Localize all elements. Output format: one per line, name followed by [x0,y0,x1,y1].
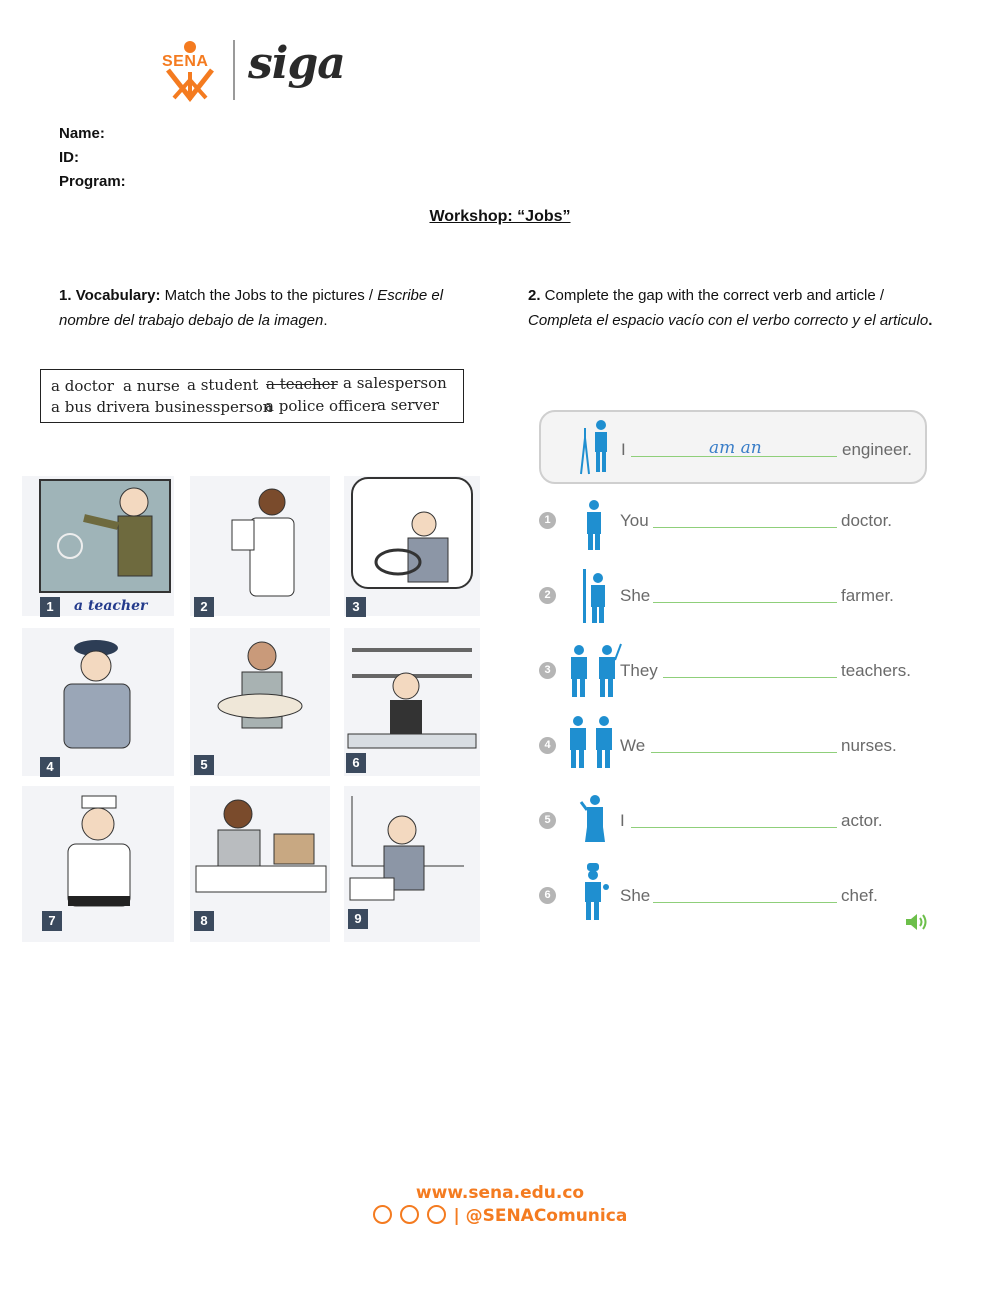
siga-logo: siga [248,38,345,89]
twitter-icon[interactable] [373,1205,392,1224]
sena-logo [160,40,220,102]
social-separator: | [453,1206,460,1226]
item-number: 1 [539,512,556,529]
word-bank-item: a server [377,396,439,414]
engineer-figure-icon [575,418,615,476]
chef-figure-icon [579,863,609,921]
example-answer: a teacher [74,598,148,614]
sena-logo-text: SENA [162,53,209,70]
footer-website[interactable]: www.sena.edu.co [415,1183,585,1203]
picture-number: 1 [40,597,60,617]
item-number: 5 [539,812,556,829]
example-sentence-box [539,410,927,484]
item-end: doctor. [841,511,893,530]
section1-instruction [59,283,479,333]
item-end: actor. [841,811,883,830]
item-subject: I [620,811,625,830]
section2-period: . [928,312,933,329]
picture-number: 2 [194,597,214,617]
program-label: Program: [59,173,126,190]
instagram-icon[interactable] [400,1205,419,1224]
exercise-item [539,575,939,615]
word-bank-item: a student [187,376,259,394]
social-handle[interactable]: @SENAComunica [465,1206,628,1226]
exercise-item [539,875,939,915]
picture-server [190,628,330,776]
section1-heading: Vocabulary: [75,287,161,304]
word-bank-item-struck: a teacher [266,375,338,393]
example-answer-text: am an [709,438,762,458]
exercise-item [539,800,939,840]
word-bank-item: a bus driver [51,398,143,416]
section2-text: Complete the gap with the correct verb and article / [540,287,885,304]
item-end: teachers. [841,661,911,680]
item-number: 4 [539,737,556,754]
teachers-figure-icon [565,638,623,698]
exercise-item [539,650,939,690]
item-subject: We [620,736,646,755]
item-number: 6 [539,887,556,904]
logo-divider [233,40,235,100]
answer-gap[interactable] [653,527,837,528]
item-end: nurses. [841,736,897,755]
picture-number: 4 [40,757,60,777]
name-label: Name: [59,125,105,142]
answer-gap[interactable] [631,827,837,828]
id-label: ID: [59,149,79,166]
item-subject: She [620,886,651,905]
picture-number: 7 [42,911,62,931]
section2-number: 2. [528,287,541,304]
section2-instruction [528,283,948,333]
section2-text-es: Completa el espacio vacío con el verbo correcto y el articulo [528,312,929,329]
picture-number: 3 [346,597,366,617]
doctor-illustration [190,476,330,616]
answer-gap[interactable] [653,902,837,903]
server-illustration [190,628,330,776]
doctor-figure-icon [581,500,607,550]
bus-driver-illustration [344,476,480,616]
title-text: Workshop: “Jobs” [429,208,571,225]
actor-figure-icon [579,792,609,848]
section1-number: 1. [59,287,72,304]
word-bank-item: a salesperson [343,374,447,392]
answer-gap[interactable] [651,752,837,753]
example-subject: I [621,440,626,459]
item-end: chef. [841,886,878,905]
item-subject: She [620,586,651,605]
facebook-icon[interactable] [427,1205,446,1224]
picture-number: 8 [194,911,214,931]
sena-emblem-icon [160,40,220,102]
worksheet-title [0,208,1000,226]
item-end: farmer. [841,586,894,605]
section1-text: Match the Jobs to the pictures / [160,287,378,304]
footer-social [0,1205,1000,1226]
teacher-illustration [22,476,174,616]
answer-gap[interactable] [663,677,837,678]
item-number: 3 [539,662,556,679]
word-bank-item: a businessperson [141,398,273,416]
item-number: 2 [539,587,556,604]
picture-police-officer [22,628,174,776]
word-bank [40,369,464,423]
police-officer-illustration [22,628,174,776]
picture-bus-driver [344,476,480,616]
section1-text-es: Escribe el nombre del trabajo debajo de la imagen [59,287,444,329]
picture-number: 9 [348,909,368,929]
word-bank-item: a doctor [51,377,114,395]
item-subject: They [620,661,658,680]
picture-number: 5 [194,755,214,775]
answer-gap[interactable] [653,602,837,603]
nurses-figure-icon [567,713,617,769]
audio-speaker-icon[interactable] [904,912,928,932]
word-bank-item: a nurse [123,377,180,395]
picture-teacher [22,476,174,616]
exercise-item [539,500,939,540]
word-bank-item: a police officer [265,397,378,415]
example-end: engineer. [842,440,912,459]
item-subject: You [620,511,649,530]
exercise-item [539,725,939,765]
farmer-figure-icon [581,569,611,623]
picture-number: 6 [346,753,366,773]
section1-period: . [323,312,328,329]
picture-doctor [190,476,330,616]
